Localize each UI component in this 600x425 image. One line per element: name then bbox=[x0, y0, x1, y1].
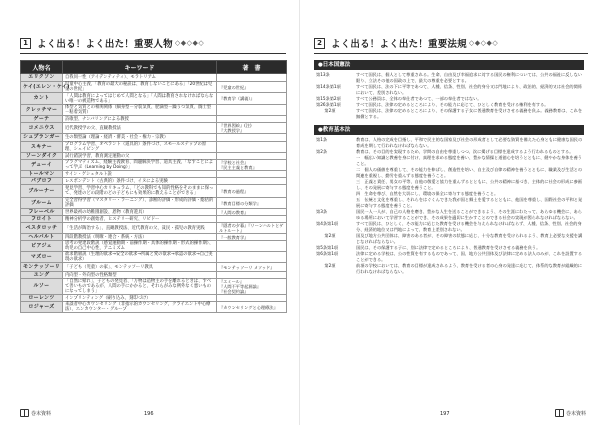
table-row bbox=[21, 234, 287, 241]
article-number: 第4条第1項 bbox=[316, 221, 339, 226]
person-keyword: 欲求階層説（生理的欲求→安全の欲求→所属と愛の欲求→承認の欲求→自己実現の欲求） bbox=[63, 252, 217, 263]
person-keyword: プラグマティズム、経験主義教育、問題解決学習、道具主義、「なすことによって学ぶ（Learning by Doing）」 bbox=[63, 160, 217, 171]
right-page bbox=[300, 0, 600, 425]
person-works: 『世界図絵』(注) 『大教授学』 bbox=[217, 123, 287, 134]
article-number: 第1条 bbox=[316, 137, 328, 142]
person-works bbox=[217, 171, 287, 178]
person-works: 『一般教育学』 bbox=[217, 234, 287, 241]
person-works: 『人間の教育』 bbox=[217, 209, 287, 216]
article-number: 第14条第1項 bbox=[316, 84, 341, 89]
person-works bbox=[217, 241, 287, 252]
table-row bbox=[21, 171, 287, 178]
person-keyword: 近代教授学の父、直観教授法 bbox=[63, 123, 217, 134]
person-keyword: 思考の発達段階説（感覚運動期・前操作期・具体的操作期・形式的操作期）、幼児の自己中心性、アニミズム bbox=[63, 241, 217, 252]
person-name: シュプランガー bbox=[21, 134, 63, 142]
person-works: 『教育の過程』 bbox=[217, 185, 287, 198]
article-text: 国民一人一人が、自己の人格を磨き、豊かな人生を送ることができるよう、その生涯にわたって、あらゆる機会に、あらゆる場所において学習することができ、その成果を適切に生かすことのできる社会の実現が図られなければならない。 bbox=[356, 209, 582, 220]
article-text: すべて国民は、ひとしく、その能力に応じた教育を受ける機会を与えられなければならず、人種、信条、性別、社会的身分、経済的地位又は門地によって、教育上差別されない。 bbox=[356, 221, 582, 232]
person-name: エリクソン bbox=[21, 74, 63, 82]
table-row bbox=[21, 302, 287, 313]
article-text: 法律に定める学校は、公の性質を有するものであって、国、地方公共団体及び法律に定める法人のみが、これを設置することができる。 bbox=[356, 251, 583, 262]
person-works: 『児童の世紀』 bbox=[217, 82, 287, 93]
article-text: すべて国民は、法の下に平等であつて、人種、信条、性別、社会的身分又は門地により、政治的、経済的又は社会的関係において、差別されない。 bbox=[356, 84, 582, 95]
law-heading: ●教育基本法 bbox=[314, 125, 584, 135]
person-works bbox=[217, 142, 287, 153]
article-number: 第15条第2項 bbox=[316, 96, 341, 101]
law-article bbox=[314, 251, 586, 263]
article-number: 第13条 bbox=[316, 72, 330, 77]
section-title-text: よく出る！よく出た！重要法規 bbox=[331, 39, 467, 50]
person-works bbox=[217, 295, 287, 302]
article-number: 第6条第1項 bbox=[316, 251, 339, 256]
person-works bbox=[217, 178, 287, 185]
person-name: ソーンダイク bbox=[21, 153, 63, 160]
law-heading: ●日本国憲法 bbox=[314, 60, 584, 70]
law-article bbox=[314, 197, 586, 209]
person-keyword: 内向型・外向型の性格類型 bbox=[63, 272, 217, 279]
persons-table bbox=[20, 60, 287, 313]
person-works: 『カウンセリングと心理療法』 bbox=[217, 302, 287, 313]
person-works: 『教育学（講義）』 bbox=[217, 93, 287, 105]
table-row bbox=[21, 295, 287, 302]
section-number: 2 bbox=[314, 38, 325, 49]
article-text: すべて国民は、法律の定めるところにより、その能力に応じて、ひとしく教育を受ける権利を有する。 bbox=[356, 102, 549, 107]
diamond-decoration-icon: ◇◆◇◆◇ bbox=[174, 39, 205, 47]
person-works: 『隠者の夕暮』『リーンハルトとゲルトルート』 bbox=[217, 223, 287, 234]
table-row bbox=[21, 272, 287, 279]
table-row bbox=[21, 209, 287, 216]
diamond-decoration-icon: ◇◆◇◆◇ bbox=[468, 39, 499, 47]
header-person: 人物名 bbox=[21, 61, 63, 74]
law-article bbox=[314, 263, 586, 275]
article-number bbox=[314, 197, 356, 209]
person-works bbox=[217, 116, 287, 123]
person-name: カント bbox=[21, 93, 63, 105]
person-name: クレッチマー bbox=[21, 105, 63, 116]
person-name: ブルーム bbox=[21, 198, 63, 209]
table-row bbox=[21, 241, 287, 252]
person-works bbox=[217, 153, 287, 160]
person-name: ロジャーズ bbox=[21, 302, 63, 313]
person-works bbox=[217, 134, 287, 142]
person-keyword: 自我同一性（アイデンティティ）、モラトリアム bbox=[63, 74, 217, 82]
table-row bbox=[21, 142, 287, 153]
law-article bbox=[314, 179, 586, 191]
person-keyword: 児童中心主義、「教育の最大の秘訣は、教育しないことにある」「20世紀は児童の世紀」 bbox=[63, 82, 217, 93]
person-name: ペスタロッチ bbox=[21, 223, 63, 234]
footer-left bbox=[20, 409, 51, 417]
book-icon bbox=[20, 409, 29, 417]
law-article bbox=[314, 233, 586, 245]
table-row bbox=[21, 279, 287, 295]
footer-right bbox=[555, 409, 586, 417]
article-text: 五 伝統と文化を尊重し、それらをはぐくんできた我が国と郷土を愛するとともに、他国を尊重し、国際社会の平和と発展に寄与する態度を養うこと。 bbox=[356, 197, 583, 208]
table-header-row bbox=[21, 61, 287, 74]
law-article bbox=[314, 167, 586, 179]
person-works bbox=[217, 252, 287, 263]
table-row bbox=[21, 74, 287, 82]
article-text: 二 個人の価値を尊重して、その能力を伸ばし、創造性を培い、自主及び自律の精神を養うとともに、職業及び生活との関連を重視し、勤労を重んずる態度を養うこと。 bbox=[356, 167, 583, 178]
article-number: 第2項 bbox=[316, 233, 336, 238]
article-number: 第26条第1項 bbox=[316, 102, 341, 107]
article-number bbox=[314, 179, 356, 191]
section-rule bbox=[314, 53, 588, 54]
person-name: ケイ(エレン・ケイ) bbox=[21, 82, 63, 93]
person-keyword: 世界最初の幼稚園創設、恩物（教育遊具） bbox=[63, 209, 217, 216]
person-name: デューイ bbox=[21, 160, 63, 171]
page-number-right: 197 bbox=[440, 411, 450, 417]
article-text: 一 幅広い知識と教養を身に付け、真理を求める態度を養い、豊かな情操と道徳心を培うとともに、健やかな身体を養うこと。 bbox=[356, 155, 582, 166]
section-title-persons bbox=[20, 36, 286, 50]
article-number bbox=[314, 155, 356, 167]
person-works: 『エミール』 『人間不平等起源論』 『社会契約論』 bbox=[217, 279, 287, 295]
table-row bbox=[21, 178, 287, 185]
table-row bbox=[21, 134, 287, 142]
person-name: モンテッソーリ bbox=[21, 263, 63, 272]
footer-label: 巻末資料 bbox=[565, 410, 586, 417]
person-name: コメニウス bbox=[21, 123, 63, 134]
article-text: すべて国民は、個人として尊重される。生命、自由及び幸福追求に対する国民の権利については、公共の福祉に反しない限り、立法その他の国政の上で、最大の尊重を必要とする。 bbox=[356, 72, 582, 83]
article-number: 第2条 bbox=[316, 149, 328, 154]
article-text: 国民は、その保護する子に、別に法律で定めるところにより、普通教育を受けさせる義務を負う。 bbox=[356, 245, 541, 250]
person-keyword: プログラム学習、オペラント（道具的）条件づけ、スモールステップの原理、シェイピング bbox=[63, 142, 217, 153]
section-title-text: よく出る！よく出た！重要人物 bbox=[37, 39, 173, 50]
person-keyword: 「自然に帰れ」、子どもの発見者、「万物は造物主の手を離れるときは、すべて善いものであるが、人間の手にかかると、それらがみな例外なく悪いものになってしまう」 bbox=[63, 279, 217, 295]
footer-label: 巻末資料 bbox=[31, 410, 52, 417]
person-keyword: 「人間は教育によってはじめて人間となる」「人間は教育されなければならない唯一の被造物である」 bbox=[63, 93, 217, 105]
table-row bbox=[21, 223, 287, 234]
law-article bbox=[314, 155, 586, 167]
law-article bbox=[314, 221, 586, 233]
section-number: 1 bbox=[20, 38, 31, 49]
law-article bbox=[314, 137, 586, 149]
table-row bbox=[21, 82, 287, 93]
article-text: 教育は、人格の完成を目指し、平和で民主的な国家及び社会の形成者として必要な資質を備えた心身ともに健康な国民の育成を期して行われなければならない。 bbox=[356, 137, 583, 148]
law-article bbox=[314, 84, 586, 96]
table-row bbox=[21, 123, 287, 134]
table-row bbox=[21, 160, 287, 171]
table-row bbox=[21, 185, 287, 198]
table-row bbox=[21, 153, 287, 160]
section-title-laws bbox=[314, 36, 588, 50]
article-number: 第5条第1項 bbox=[316, 245, 339, 250]
person-keyword: 生の類型論（理論・経済・審美・社会・権力・宗教） bbox=[63, 134, 217, 142]
law-article bbox=[314, 72, 586, 84]
article-number bbox=[314, 167, 356, 179]
person-name: ブルーナー bbox=[21, 185, 63, 198]
article-text: 三 正義と責任、男女の平等、自他の敬愛と協力を重んずるとともに、公共の精神に基づき、主体的に社会の形成に参画し、その発展に寄与する態度を養うこと。 bbox=[356, 179, 582, 190]
person-name: ゲーテ bbox=[21, 116, 63, 123]
table-row bbox=[21, 116, 287, 123]
person-keyword: 来談者中心カウンセリング（非指示的カウンセリング、クライエント中心療法）、エンカウンター・グループ bbox=[63, 302, 217, 313]
person-name: トールマン bbox=[21, 171, 63, 178]
person-name: ユング bbox=[21, 272, 63, 279]
person-works bbox=[217, 105, 287, 116]
person-name: フロイト bbox=[21, 216, 63, 223]
person-name: ピアジェ bbox=[21, 241, 63, 252]
person-keyword: 発見学習、学習中心カリキュラム、「どの教科でも知的性格をそのままに保って、発達のどの段階のどの子どもにも効果的に教えることができる」 bbox=[63, 185, 217, 198]
article-text: すべて公務員は、全体の奉仕者であつて、一部の奉仕者ではない。 bbox=[356, 96, 482, 101]
person-name: ルソー bbox=[21, 279, 63, 295]
person-name: パブロフ bbox=[21, 178, 63, 185]
person-name: マズロー bbox=[21, 252, 63, 263]
person-works bbox=[217, 272, 287, 279]
page-number-left: 196 bbox=[144, 411, 154, 417]
person-keyword: 精神分析学の創始者、ヒステリー研究、リビドー bbox=[63, 216, 217, 223]
book-icon bbox=[555, 409, 564, 417]
header-works: 著 書 bbox=[217, 61, 287, 74]
article-number: 第3条 bbox=[316, 209, 328, 214]
table-row bbox=[21, 198, 287, 209]
person-works: 『教育目標の分類学』 bbox=[217, 198, 287, 209]
article-number: 第2項 bbox=[316, 263, 336, 268]
person-keyword: サイン・ゲシュタルト説 bbox=[63, 171, 217, 178]
person-works bbox=[217, 74, 287, 82]
person-keyword: 四段階教授法（明瞭・連合・系統・方法） bbox=[63, 234, 217, 241]
table-row bbox=[21, 263, 287, 272]
person-works: 『モンテッソーリ メソッド』 bbox=[217, 263, 287, 272]
person-keyword: 「生活が陶冶する」、直観教授法、近代教育の父、貧民・孤児の教育実践 bbox=[63, 223, 217, 234]
table-row bbox=[21, 93, 287, 105]
article-text: 前項の学校においては、教育の目標が達成されるよう、教育を受ける者の心身の発達に応じて、体系的な教育が組織的に行われなければならない。 bbox=[356, 263, 583, 274]
person-keyword: 試行錯誤学習、教育測定運動の父 bbox=[63, 153, 217, 160]
header-keyword: キーワード bbox=[63, 61, 217, 74]
person-name: フレーベル bbox=[21, 209, 63, 216]
article-number: 第2項 bbox=[316, 108, 336, 113]
person-name: スキナー bbox=[21, 142, 63, 153]
person-keyword: 「子ども（児童）の家」、モンテッソーリ教具 bbox=[63, 263, 217, 272]
law-article bbox=[314, 108, 586, 120]
person-keyword: 完全習得学習（マスタリー・ラーニング）、診断的評価・形成的評価・総括的評価 bbox=[63, 198, 217, 209]
article-text: 教育は、その目的を実現するため、学問の自由を尊重しつつ、次に掲げる目標を達成するよう行われるものとする。 bbox=[356, 149, 574, 154]
person-keyword: 体型と気質との相関関係（細身型－分裂気質、肥満型－躁うつ気質、闘士型－粘着気質） bbox=[63, 105, 217, 116]
article-text: 国及び地方公共団体は、障害のある者が、その障害の状態に応じ、十分な教育を受けられるよう、教育上必要な支援を講じなければならない。 bbox=[356, 233, 583, 244]
person-works bbox=[217, 216, 287, 223]
person-name: ローレンツ bbox=[21, 295, 63, 302]
article-text: すべて国民は、法律の定めるところにより、その保護する子女に普通教育を受けさせる義務を負ふ。義務教育は、これを無償とする。 bbox=[356, 108, 583, 119]
person-keyword: インプリンティング（刷り込み、刻印づけ） bbox=[63, 295, 217, 302]
table-row bbox=[21, 216, 287, 223]
person-keyword: 詩歌型、ナンバリングによる教授 bbox=[63, 116, 217, 123]
law-article bbox=[314, 209, 586, 221]
table-row bbox=[21, 105, 287, 116]
person-name: ヘルバルト bbox=[21, 234, 63, 241]
person-works: 『学校と社会』 『民主主義と教育』 bbox=[217, 160, 287, 171]
article-text: 四 生命を尊び、自然を大切にし、環境の保全に寄与する態度を養うこと。 bbox=[356, 191, 499, 196]
person-keyword: レスポンデント（古典的）条件づけ、イヌによる実験 bbox=[63, 178, 217, 185]
section-rule bbox=[20, 53, 286, 54]
table-row bbox=[21, 252, 287, 263]
